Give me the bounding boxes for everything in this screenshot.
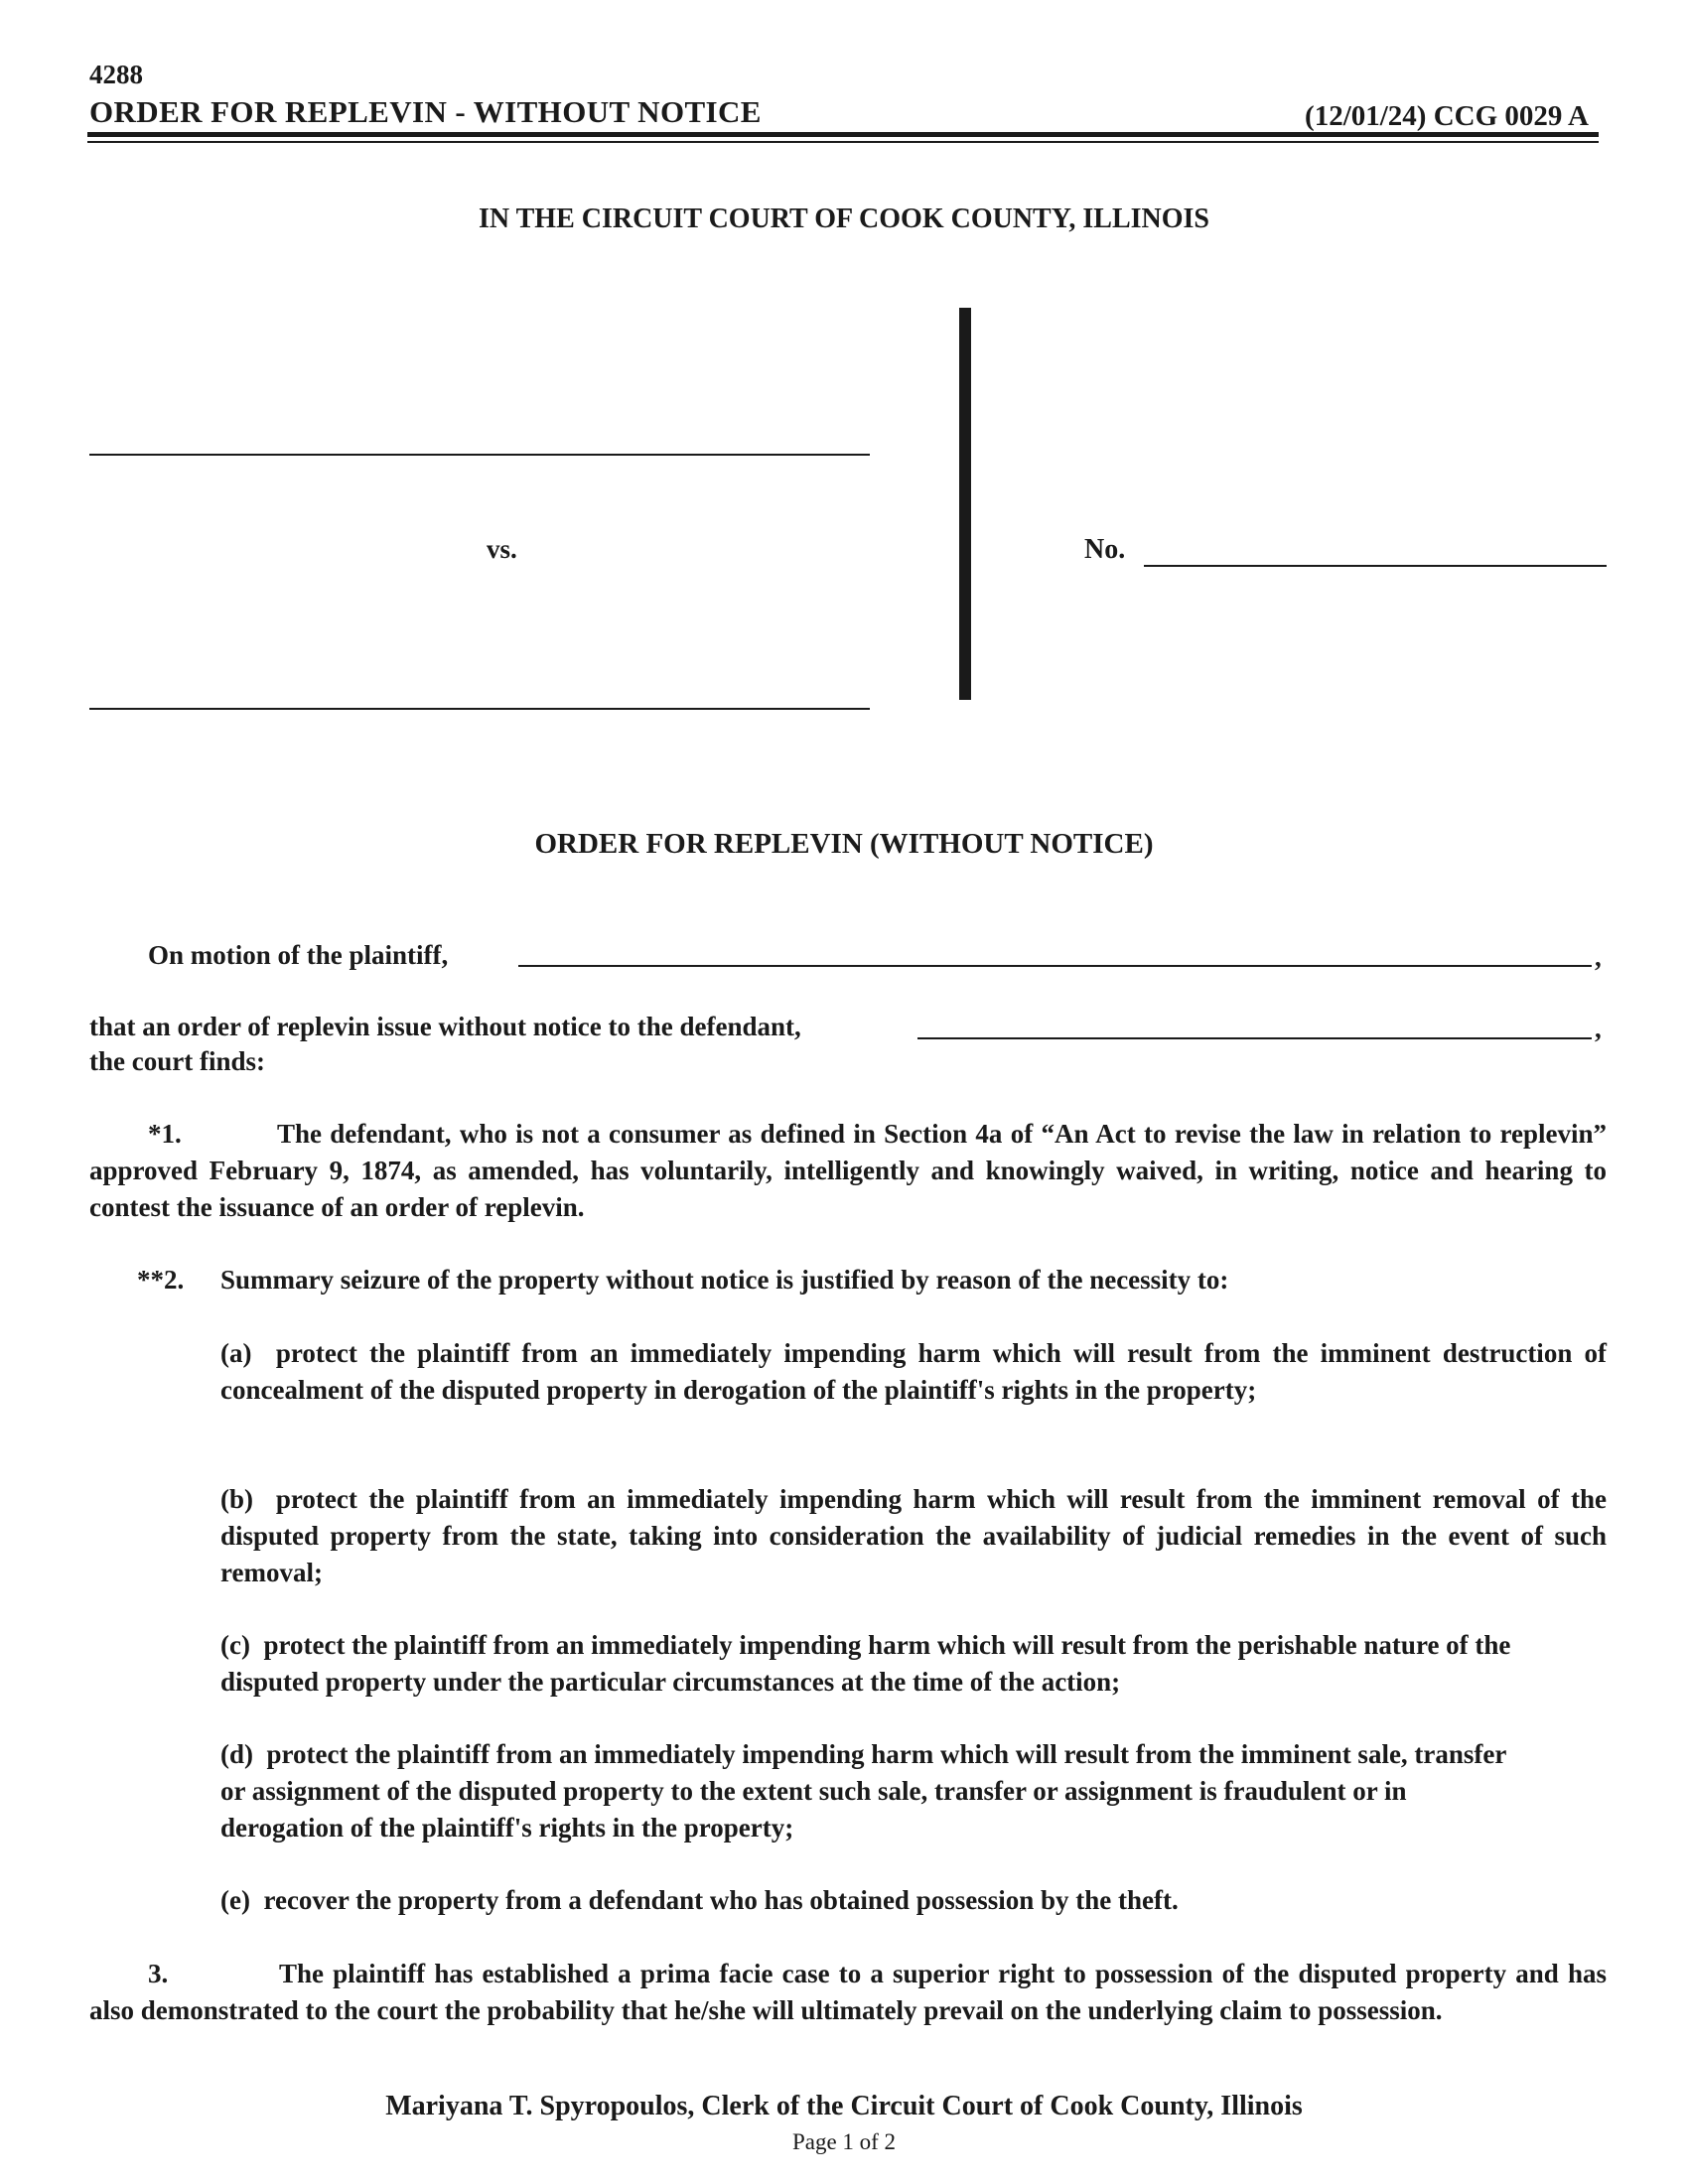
finding-2a-label: (a) — [220, 1338, 252, 1368]
finding-2d-text: protect the plaintiff from an immediately impending harm which will result from the imminent sale, transfer or assignment of the disputed property to the extent such sale, transfer or assignment is fraudulent or in derogation of the plaintiff's rights in the property; — [220, 1739, 1506, 1843]
plaintiff-name-field[interactable] — [89, 454, 870, 456]
header-rule-thick — [87, 132, 1599, 137]
order-title: ORDER FOR REPLEVIN (WITHOUT NOTICE) — [534, 828, 1154, 860]
plaintiff-motion-field[interactable] — [518, 965, 1592, 967]
finding-2a — [220, 1335, 1607, 1409]
finding-2e-text: recover the property from a defendant who has obtained possession by the theft. — [263, 1885, 1179, 1915]
finding-2b-text: protect the plaintiff from an immediately impending harm which will result from the imminent removal of the disputed property from the state, taking into consideration the availability of judicial remedies in the event of such removal; — [220, 1484, 1608, 1587]
finding-3-number: 3. — [148, 1959, 169, 1988]
finding-2d — [220, 1736, 1511, 1846]
finding-1-text: The defendant, who is not a consumer as defined in Section 4a of “An Act to revise the law in relation to replevin” approved February 9, 1874, as amended, has voluntarily, intelligently and knowingly waived, in writing, notice and hearing to contest the issuance of an order of replevin. — [89, 1119, 1607, 1222]
motion-text: On motion of the plaintiff, — [148, 940, 449, 970]
clerk-footer: Mariyana T. Spyropoulos, Clerk of the Circuit Court of Cook County, Illinois — [385, 2091, 1303, 2121]
finding-2c-text: protect the plaintiff from an immediately impending harm which will result from the perishable nature of the disputed property under the particular circumstances at the time of the action; — [220, 1630, 1511, 1697]
form-code: (12/01/24) CCG 0029 A — [1305, 100, 1589, 132]
finding-2d-label: (d) — [220, 1739, 253, 1769]
finding-2c — [220, 1627, 1531, 1701]
vs-label: vs. — [487, 534, 517, 564]
page-number: Page 1 of 2 — [791, 2129, 897, 2154]
finding-2b — [220, 1481, 1607, 1591]
form-number: 4288 — [89, 60, 143, 89]
finding-2-text: Summary seizure of the property without notice is justified by reason of the necessity to: — [220, 1265, 1229, 1295]
defendant-order-field[interactable] — [917, 1037, 1592, 1039]
finding-2b-label: (b) — [220, 1484, 253, 1514]
finding-2-number: **2. — [137, 1265, 185, 1295]
order-text: that an order of replevin issue without notice to the defendant, — [89, 1012, 801, 1041]
finding-2e-label: (e) — [220, 1885, 250, 1915]
finding-2a-text: protect the plaintiff from an immediately impending harm which will result from the imminent destruction of concealment of the disputed property in derogation of the plaintiff's rights in the property; — [220, 1338, 1608, 1405]
finding-1 — [89, 1116, 1607, 1226]
finding-2c-label: (c) — [220, 1630, 250, 1660]
caption-divider — [959, 308, 971, 700]
order-comma: , — [1595, 1014, 1602, 1043]
defendant-name-field[interactable] — [89, 708, 870, 710]
finding-1-number: *1. — [148, 1119, 182, 1149]
court-name: IN THE CIRCUIT COURT OF COOK COUNTY, ILLINOIS — [479, 204, 1209, 234]
header-rule-thin — [87, 141, 1599, 143]
form-title: ORDER FOR REPLEVIN - WITHOUT NOTICE — [89, 94, 762, 129]
finding-2e — [220, 1882, 1607, 1919]
case-number-field[interactable] — [1144, 565, 1607, 567]
motion-comma: , — [1595, 942, 1602, 972]
court-finds-text: the court finds: — [89, 1046, 265, 1076]
finding-3 — [89, 1956, 1607, 2029]
finding-3-text: The plaintiff has established a prima facie case to a superior right to possession of the disputed property and has also demonstrated to the court the probability that he/she will ultimately prevail on the underlying claim to possession. — [89, 1959, 1607, 2025]
case-number-label: No. — [1084, 534, 1126, 565]
